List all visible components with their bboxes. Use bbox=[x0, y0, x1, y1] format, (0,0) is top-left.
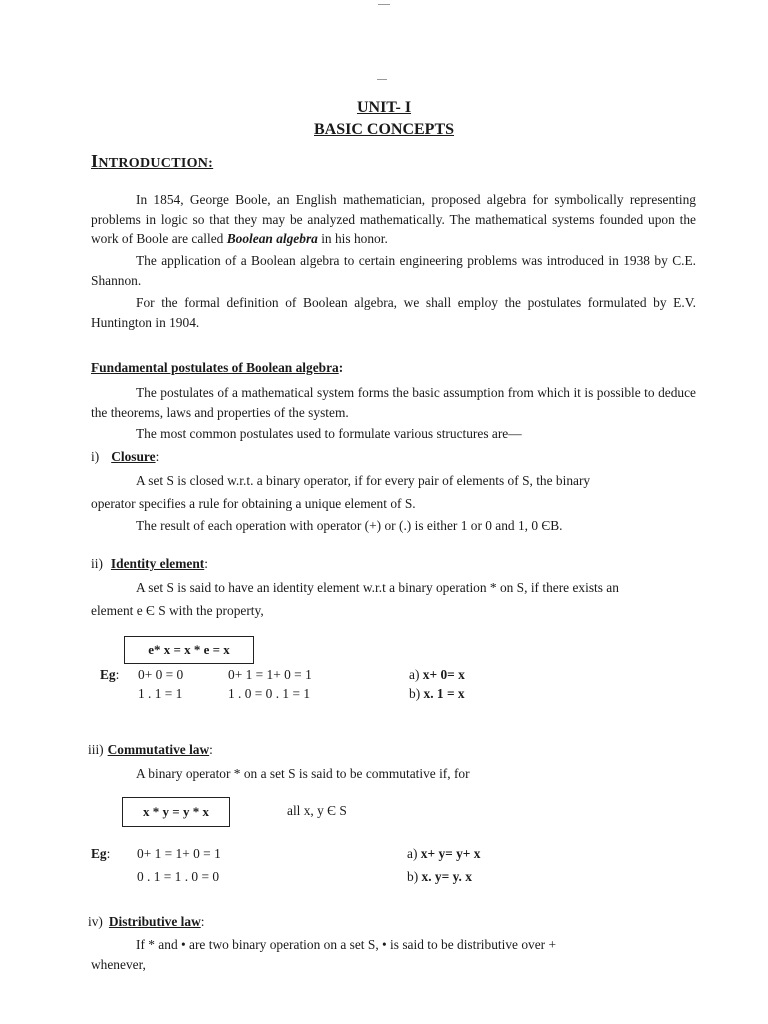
closure-line-3: The result of each operation with operator (+) or (.) is either 1 or 0 and 1, 0 ЄB. bbox=[136, 518, 563, 533]
identity-example-2: 0+ 1 = 1+ 0 = 1 bbox=[228, 667, 312, 682]
top-edge-mark bbox=[378, 4, 390, 5]
fundamental-paragraph-2: The most common postulates used to formulate various structures are— bbox=[136, 426, 522, 441]
commutative-example-1: 0+ 1 = 1+ 0 = 1 bbox=[137, 846, 221, 861]
identity-example-4: 1 . 0 = 0 . 1 = 1 bbox=[228, 686, 311, 701]
fundamental-heading: Fundamental postulates of Boolean algebra: bbox=[91, 360, 344, 375]
identity-line-2: element e Є S with the property, bbox=[91, 603, 264, 618]
introduction-heading: INTRODUCTION: bbox=[91, 151, 214, 171]
closure-line-1: A set S is closed w.r.t. a binary operator, if for every pair of elements of S, the binary bbox=[136, 473, 591, 488]
commutative-eg-label: Eg: bbox=[91, 846, 111, 861]
identity-example-1: 0+ 0 = 0 bbox=[138, 667, 184, 682]
closure-heading: i) Closure: bbox=[91, 449, 160, 464]
distributive-line-2: whenever, bbox=[91, 957, 146, 972]
commutative-formula-box: x * y = y * x bbox=[122, 797, 230, 827]
intro-paragraph-1: In 1854, George Boole, an English mathematician, proposed algebra for symbolically representing problems in logic so that they may be analyzed mathematically. The mathematical systems founded upon the work of Boole are called Boolean algebra in his honor. bbox=[91, 192, 696, 246]
identity-eg-label: Eg: bbox=[100, 667, 120, 682]
identity-rule-a: a) x+ 0= x bbox=[409, 667, 465, 682]
identity-example-3: 1 . 1 = 1 bbox=[138, 686, 183, 701]
closure-line-2: operator specifies a rule for obtaining a unique element of S. bbox=[91, 496, 416, 511]
commutative-domain-note: all x, y Є S bbox=[287, 803, 347, 818]
commutative-example-2: 0 . 1 = 1 . 0 = 0 bbox=[137, 869, 220, 884]
boolean-algebra-term: Boolean algebra bbox=[226, 231, 318, 246]
commutative-heading: iii) Commutative law: bbox=[88, 742, 213, 757]
commutative-line-1: A binary operator * on a set S is said to be commutative if, for bbox=[136, 766, 470, 781]
fundamental-paragraph-1: The postulates of a mathematical system forms the basic assumption from which it is possible to deduce the theorems, laws and properties of the system. bbox=[91, 385, 696, 420]
intro-paragraph-3: For the formal definition of Boolean algebra, we shall employ the postulates formulated by E.V. Huntington in 1904. bbox=[91, 295, 696, 330]
intro-paragraph-2: The application of a Boolean algebra to certain engineering problems was introduced in 1938 by C.E. Shannon. bbox=[91, 253, 696, 288]
identity-heading: ii) Identity element: bbox=[91, 556, 208, 571]
identity-line-1: A set S is said to have an identity element w.r.t a binary operation * on S, if there exists an bbox=[136, 580, 619, 595]
header-mark bbox=[377, 79, 387, 80]
unit-title: UNIT- I bbox=[356, 99, 412, 116]
identity-rule-b: b) x. 1 = x bbox=[409, 686, 465, 701]
section-title: BASIC CONCEPTS bbox=[313, 121, 455, 138]
distributive-line-1: If * and • are two binary operation on a set S, • is said to be distributive over + bbox=[136, 937, 557, 952]
commutative-rule-a: a) x+ y= y+ x bbox=[407, 846, 481, 861]
distributive-heading: iv) Distributive law: bbox=[88, 914, 205, 929]
commutative-rule-b: b) x. y= y. x bbox=[407, 869, 472, 884]
identity-formula-box: e* x = x * e = x bbox=[124, 636, 254, 664]
